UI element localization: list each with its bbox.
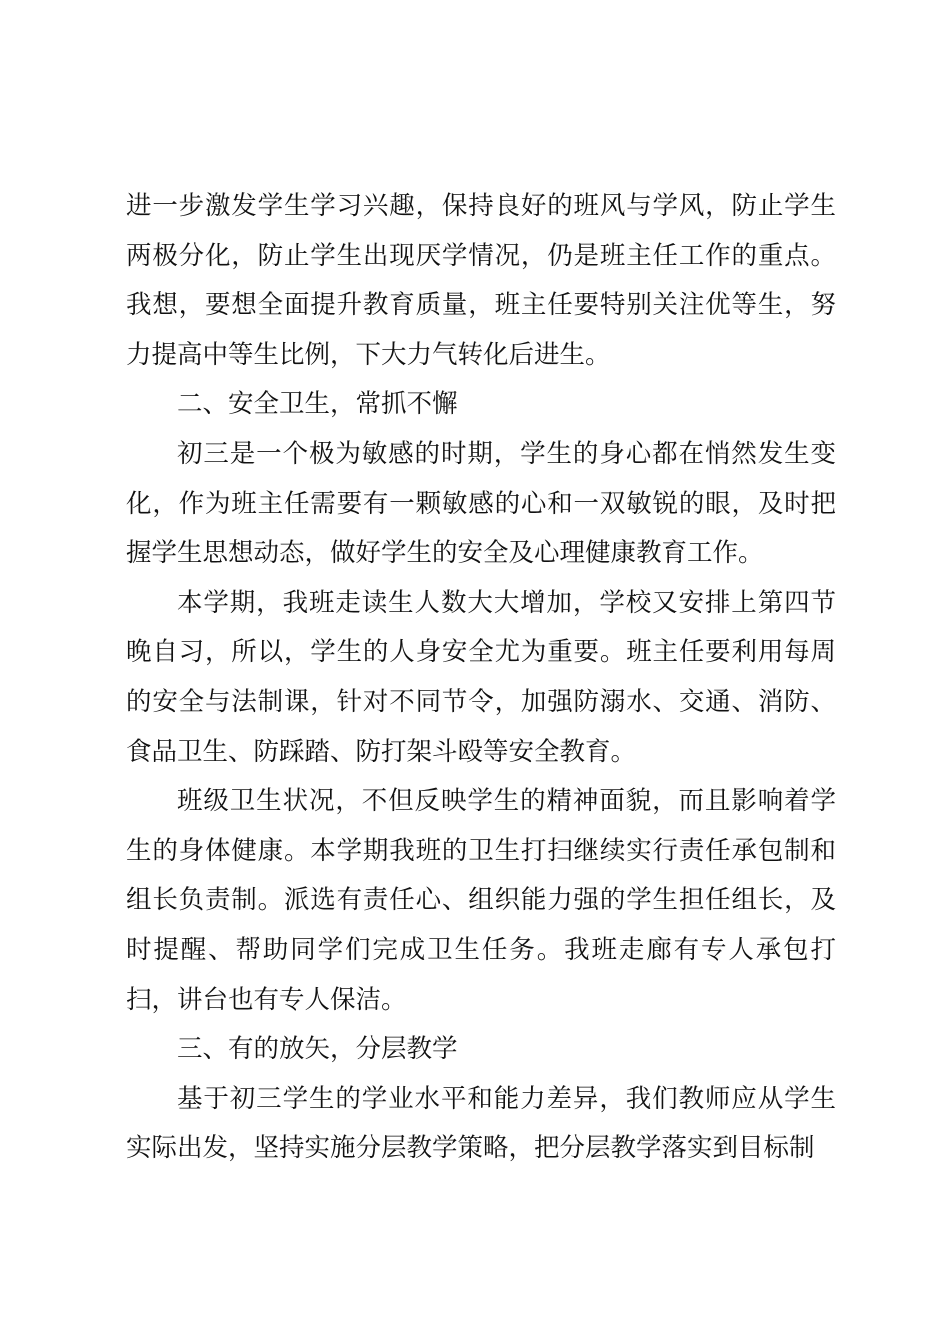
paragraph-continuation: 进一步激发学生学习兴趣，保持良好的班风与学风，防止学生两极分化，防止学生出现厌学情况，仍是班主任工作的重点。我想，要想全面提升教育质量，班主任要特别关注优等生，努力提高中等生比例，下大力气转化后进生。 [126,191,836,370]
paragraph-student-safety: 本学期，我班走读生人数大大增加，学校又安排上第四节晚自习，所以，学生的人身安全尤为重要。班主任要利用每周的安全与法制课，针对不同节令，加强防溺水、交通、消防、食品卫生、防踩踏、防打架斗殴等安全教育。 [126,587,836,767]
section-heading-safety-hygiene: 二、安全卫生，常抓不懈 [177,389,458,420]
document-body [126,182,836,1174]
section-heading-tiered-teaching: 三、有的放矢，分层教学 [177,1034,458,1065]
paragraph-tiered-teaching: 基于初三学生的学业水平和能力差异，我们教师应从学生实际出发，坚持实施分层教学策略，把分层教学落实到目标制 [126,1083,836,1164]
paragraph-grade-nine-sensitivity: 初三是一个极为敏感的时期，学生的身心都在悄然发生变化，作为班主任需要有一颗敏感的心和一双敏锐的眼，及时把握学生思想动态，做好学生的安全及心理健康教育工作。 [126,438,836,569]
paragraph-class-hygiene: 班级卫生状况，不但反映学生的精神面貌，而且影响着学生的身体健康。本学期我班的卫生打扫继续实行责任承包制和组长负责制。派选有责任心、组织能力强的学生担任组长，及时提醒、帮助同学们完成卫生任务。我班走廊有专人承包打扫，讲台也有专人保洁。 [126,786,836,1015]
